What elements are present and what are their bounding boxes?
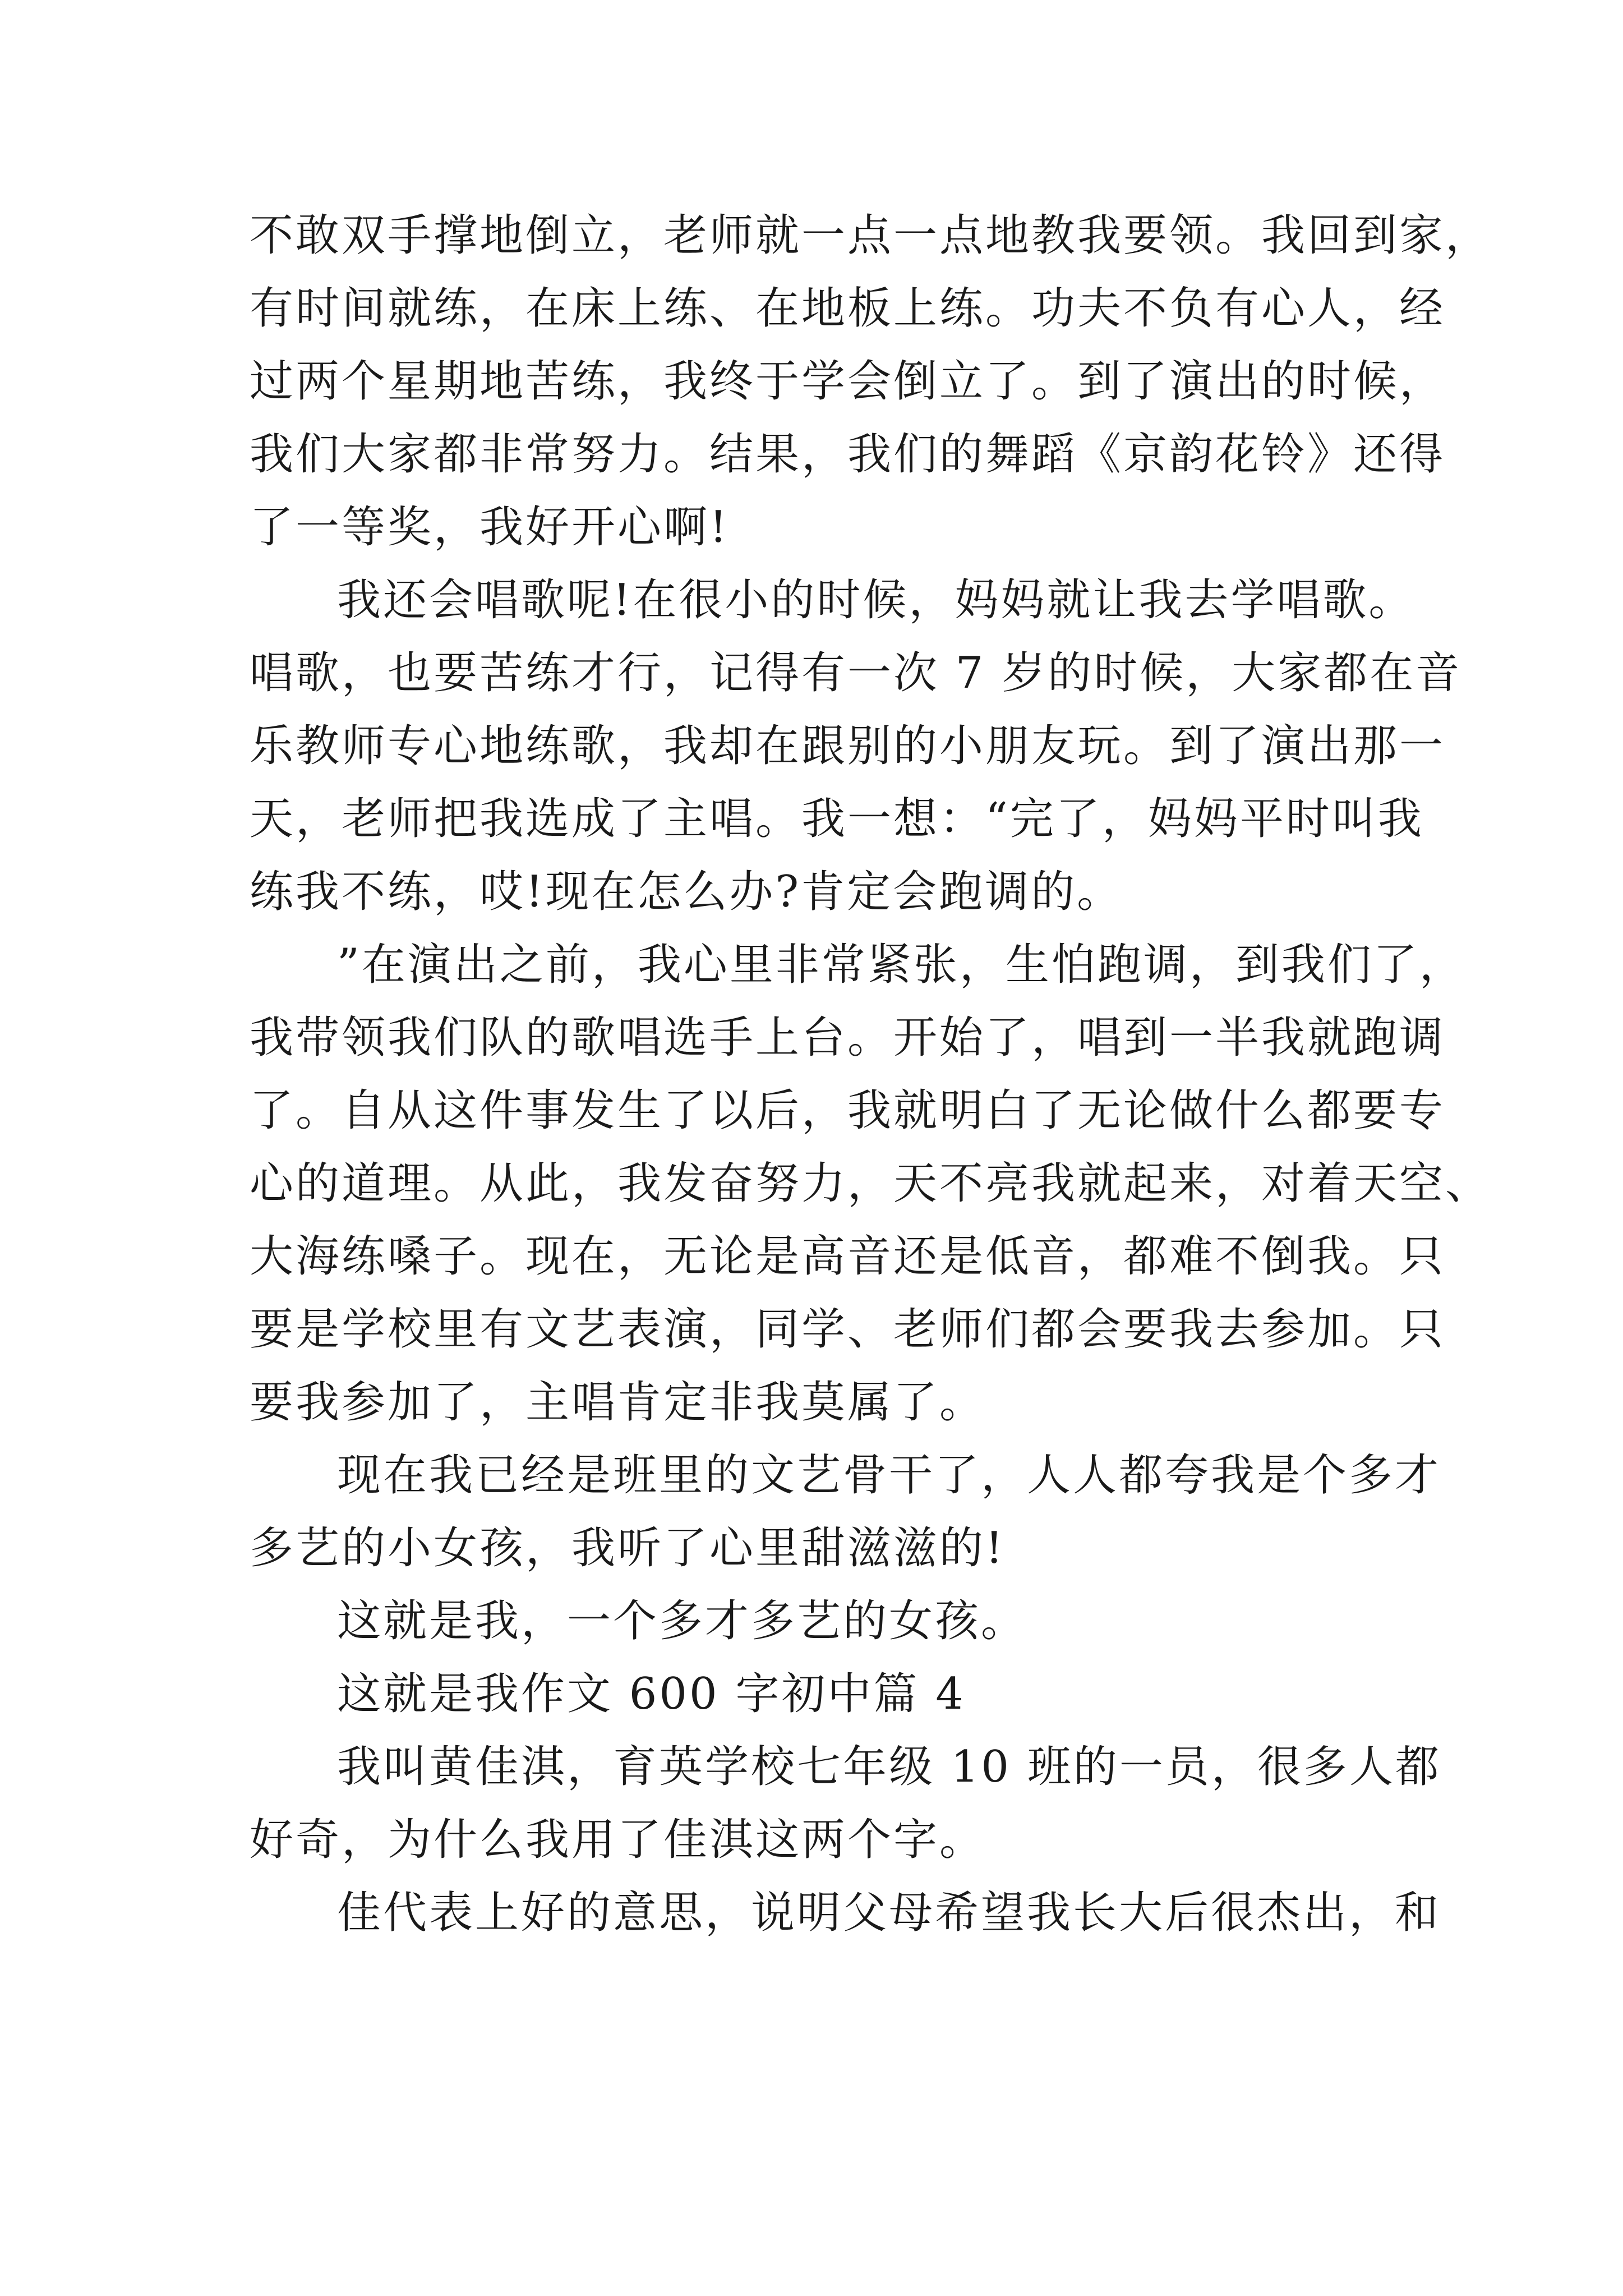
text-line: 了。自从这件事发生了以后，我就明白了无论做什么都要专 [250, 1085, 1446, 1136]
text-line: 唱歌，也要苦练才行，记得有一次 7 岁的时候，大家都在音 [250, 648, 1462, 698]
text-line: 这就是我，一个多才多艺的女孩。 [337, 1596, 1027, 1646]
text-line: 心的道理。从此，我发奋努力，天不亮我就起来，对着天空、 [250, 1158, 1492, 1209]
text-line: 我叫黄佳淇，育英学校七年级 10 班的一员，很多人都 [337, 1742, 1441, 1792]
text-line: 我带领我们队的歌唱选手上台。开始了，唱到一半我就跑调 [250, 1013, 1446, 1063]
text-line: 我还会唱歌呢!在很小的时候，妈妈就让我去学唱歌。 [337, 575, 1415, 625]
text-line: 乐教师专心地练歌，我却在跟别的小朋友玩。到了演出那一 [250, 721, 1446, 771]
text-line: ”在演出之前，我心里非常紧张，生怕跑调，到我们了， [337, 940, 1465, 990]
text-line: 不敢双手撑地倒立，老师就一点一点地教我要领。我回到家， [250, 210, 1492, 261]
text-line: 有时间就练，在床上练、在地板上练。功夫不负有心人，经 [250, 283, 1446, 334]
text-line: 要我参加了，主唱肯定非我莫属了。 [250, 1377, 986, 1428]
text-line: 现在我已经是班里的文艺骨干了，人人都夸我是个多才 [337, 1450, 1441, 1501]
essay-body-text [250, 199, 1492, 1949]
text-line: 我们大家都非常努力。结果，我们的舞蹈《京韵花铃》还得 [250, 429, 1446, 480]
text-line: 过两个星期地苦练，我终于学会倒立了。到了演出的时候， [250, 356, 1446, 407]
text-line: 练我不练，哎!现在怎么办?肯定会跑调的。 [250, 867, 1123, 917]
text-line: 大海练嗓子。现在，无论是高音还是低音，都难不倒我。只 [250, 1231, 1446, 1282]
text-line: 多艺的小女孩，我听了心里甜滋滋的! [250, 1523, 1006, 1573]
text-line: 这就是我作文 600 字初中篇 4 [337, 1669, 966, 1719]
text-line: 天，老师把我选成了主唱。我一想：“完了，妈妈平时叫我 [250, 794, 1424, 844]
text-line: 佳代表上好的意思，说明父母希望我长大后很杰出，和 [337, 1888, 1441, 1938]
text-line: 了一等奖，我好开心啊! [250, 502, 730, 553]
text-line: 要是学校里有文艺表演，同学、老师们都会要我去参加。只 [250, 1304, 1446, 1355]
text-line: 好奇，为什么我用了佳淇这两个字。 [250, 1815, 986, 1865]
